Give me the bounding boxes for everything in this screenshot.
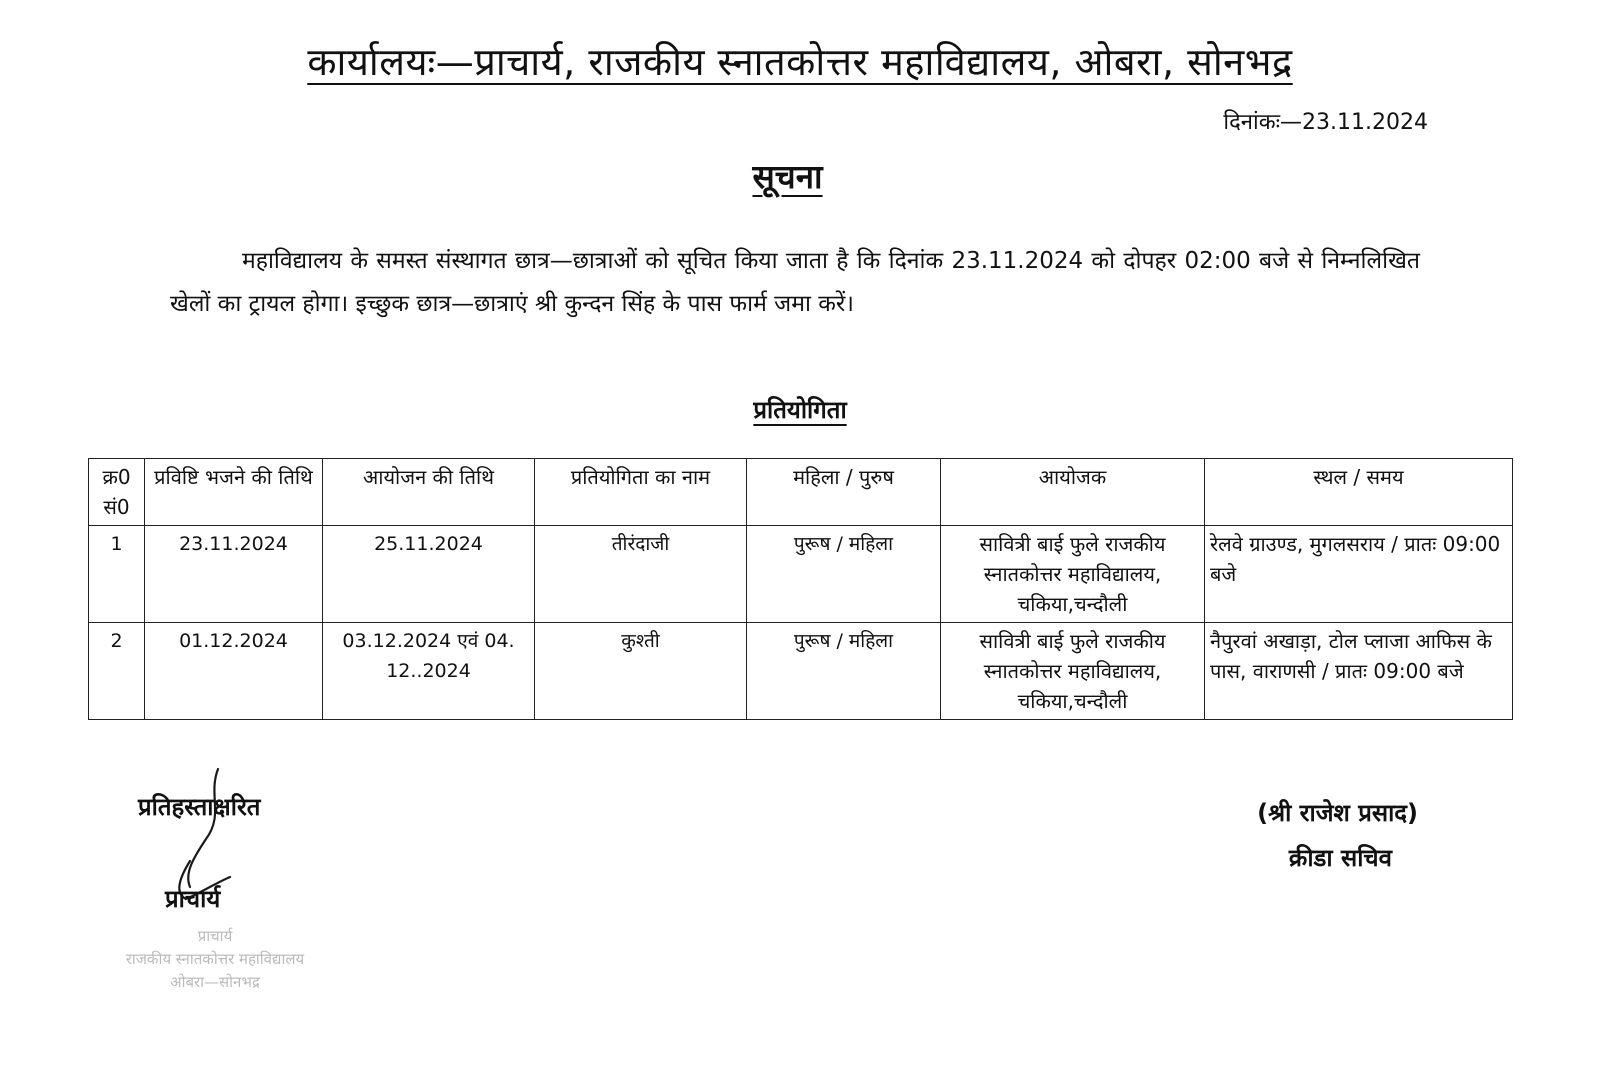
- cell-venue-time: रेलवे ग्राउण्ड, मुगलसराय / प्रातः 09:00 बजे: [1205, 526, 1513, 623]
- cell-sno: 2: [89, 623, 145, 720]
- seal-line-1: प्राचार्य: [197, 927, 233, 945]
- competition-heading: [0, 392, 1600, 428]
- notice-heading-text: सूचना: [752, 157, 823, 196]
- col-header-sno: क्र0 सं0: [89, 459, 145, 526]
- official-seal-stamp: [80, 925, 350, 994]
- signer-name: (श्री राजेश प्रसाद): [1257, 799, 1418, 827]
- cell-competition-name: तीरंदाजी: [535, 526, 747, 623]
- cell-event-date: 03.12.2024 एवं 04. 12..2024: [323, 623, 535, 720]
- countersigned-label: प्रतिहस्ताक्षरित: [138, 793, 261, 821]
- col-header-gender: महिला / पुरुष: [747, 459, 941, 526]
- table-row: [89, 623, 1513, 720]
- col-header-entry-date: प्रविष्टि भजने की तिथि: [145, 459, 323, 526]
- cell-entry-date: 23.11.2024: [145, 526, 323, 623]
- table-row: [89, 526, 1513, 623]
- cell-organizer: सावित्री बाई फुले राजकीय स्नातकोत्तर महाविद्यालय, चकिया,चन्दौली: [941, 623, 1205, 720]
- cell-venue-time: नैपुरवां अखाड़ा, टोल प्लाजा आफिस के पास, वाराणसी / प्रातः 09:00 बजे: [1205, 623, 1513, 720]
- col-header-organizer: आयोजक: [941, 459, 1205, 526]
- seal-line-2: राजकीय स्नातकोत्तर महाविद्यालय: [125, 950, 305, 968]
- table-header-row: [89, 459, 1513, 526]
- col-header-venue-time: स्थल / समय: [1205, 459, 1513, 526]
- col-header-event-date: आयोजन की तिथि: [323, 459, 535, 526]
- cell-gender: पुरूष / महिला: [747, 623, 941, 720]
- cell-competition-name: कुश्ती: [535, 623, 747, 720]
- notice-heading: [0, 154, 1575, 200]
- competition-heading-text: प्रतियोगिता: [753, 396, 847, 424]
- signer-role: क्रीडा सचिव: [1288, 844, 1392, 872]
- office-title: [0, 36, 1600, 88]
- cell-organizer: सावित्री बाई फुले राजकीय स्नातकोत्तर महाविद्यालय, चकिया,चन्दौली: [941, 526, 1205, 623]
- notice-body: महाविद्यालय के समस्त संस्थागत छात्र—छात्राओं को सूचित किया जाता है कि दिनांक 23.11.2024 को दोपहर 02:00 बजे से निम्नलिखित खेलों का ट्रायल होगा। इच्छुक छात्र—छात्राएं श्री कुन्दन सिंह के पास फार्म जमा करें।: [170, 248, 1420, 317]
- cell-gender: पुरूष / महिला: [747, 526, 941, 623]
- cell-event-date: 25.11.2024: [323, 526, 535, 623]
- col-header-competition-name: प्रतियोगिता का नाम: [535, 459, 747, 526]
- principal-label: प्राचार्य: [165, 885, 221, 913]
- cell-sno: 1: [89, 526, 145, 623]
- office-title-text: कार्यालयः—प्राचार्य, राजकीय स्नातकोत्तर महाविद्यालय, ओबरा, सोनभद्र: [307, 40, 1293, 84]
- seal-line-3: ओबरा—सोनभद्र: [170, 973, 260, 991]
- date-line: दिनांकः—23.11.2024: [1223, 110, 1428, 135]
- events-table: [88, 458, 1513, 720]
- cell-entry-date: 01.12.2024: [145, 623, 323, 720]
